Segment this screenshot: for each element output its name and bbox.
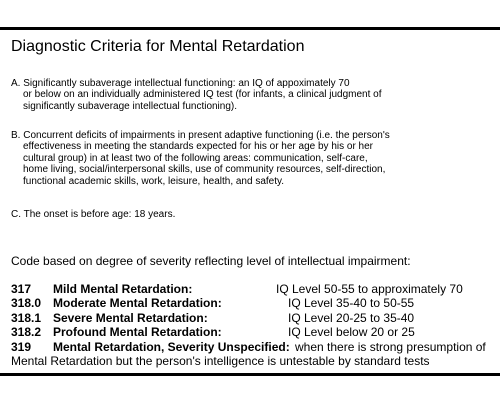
code-iq-level: IQ Level below 20 or 25 (288, 325, 415, 340)
criterion-a-line: A. Significantly subaverage intellectual functioning: an IQ of appoximately 70 (11, 78, 350, 89)
code-number: 318.2 (11, 325, 42, 340)
criterion-c (11, 209, 175, 220)
severity-codes (11, 282, 500, 368)
criterion-a-line: or below on an individually administered IQ test (for infants, a clinical judgment of (23, 89, 382, 101)
criterion-b-line: home living, social/interpersonal skills, use of community resources, self-direction, (23, 164, 386, 176)
code-number: 317 (11, 282, 32, 296)
criterion-a (11, 78, 382, 112)
criterion-a-line: significantly subaverage intellectual functioning). (23, 100, 238, 112)
code-iq-level: IQ Level 20-25 to 35-40 (288, 310, 415, 325)
code-number: 318.1 (11, 310, 42, 325)
code-iq-level: when there is strong presumption of (295, 339, 486, 354)
code-row (11, 325, 500, 339)
code-row (11, 311, 500, 325)
criterion-b-line: functional academic skills, work, leisure, health, and safety. (23, 175, 285, 187)
code-label: Severe Mental Retardation: (53, 310, 208, 325)
criterion-b-line: B. Concurrent deficits of impairments in present adaptive functioning (i.e. the person's (11, 130, 390, 141)
code-intro: Code based on degree of severity reflecting level of intellectual impairment: (11, 254, 411, 268)
bottom-rule (0, 373, 500, 376)
code-row (11, 340, 500, 354)
code-label: Mental Retardation, Severity Unspecified: (53, 339, 290, 354)
code-continuation: Mental Retardation but the person's intelligence is untestable by standard tests (11, 353, 430, 368)
criterion-b-line: effectiveness in meeting the standards expected for his or her age by his or her (23, 141, 374, 153)
code-number: 319 (11, 339, 32, 354)
code-row (11, 296, 500, 310)
code-number: 318.0 (11, 296, 42, 311)
top-rule (0, 27, 500, 30)
criterion-b (11, 130, 390, 187)
criterion-c-line: C. The onset is before age: 18 years. (11, 209, 176, 220)
code-row (11, 282, 500, 296)
code-label: Profound Mental Retardation: (53, 325, 222, 340)
page-title: Diagnostic Criteria for Mental Retardation (11, 38, 305, 55)
code-label: Moderate Mental Retardation: (53, 296, 222, 311)
code-iq-level: IQ Level 35-40 to 50-55 (288, 296, 415, 311)
criterion-b-line: cultural group) in at least two of the following areas: communication, self-care, (23, 152, 368, 164)
code-iq-level: IQ Level 50-55 to approximately 70 (276, 282, 463, 296)
code-label: Mild Mental Retardation: (53, 282, 193, 296)
